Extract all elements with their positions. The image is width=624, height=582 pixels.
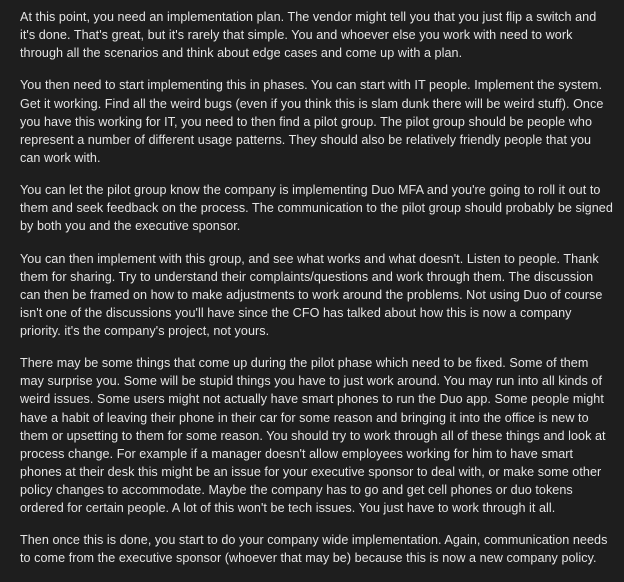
- paragraph-implementation-plan: At this point, you need an implementation plan. The vendor might tell you that you just flip a switch and it's done. That's great, but it's rarely that simple. You and whoever else you work with need to work through all the scenarios and think about edge cases and come up with a plan.: [20, 10, 597, 61]
- article-body: [20, 8, 614, 582]
- paragraph-pilot-feedback: You can then implement with this group, and see what works and what doesn't. Listen to people. Thank them for sharing. Try to understand their complaints/questions and work through them. The discussion can then be framed on how to make adjustments to work around the problems. Not using Duo of course isn't one of the discussions you'll have since the CFO has talked about how this is now a company priority. it's the company's project, not yours.: [20, 251, 603, 338]
- paragraph-pilot-issues: There may be some things that come up during the pilot phase which need to be fixed. Some of them may surprise you. Some will be stupid things you have to just work around. You may run into all kinds of weird issues. Some users might not actually have smart phones to run the Duo app. Some people might have a habit of leaving their phone in their car for some reason and bringing it into the office is new to them or upsetting to them for some reason. You should try to work through all of these things and look at process change. For example if a manager doesn't allow employees working for him to have smart phones at their desk this might be an issue for your executive sponsor to deal with, or make some other policy changes to accommodate. Maybe the company has to go and get cell phones or duo tokens ordered for certain people. A lot of this won't be tech issues. You just have to work through it all.: [20, 356, 606, 515]
- paragraph-company-wide: Then once this is done, you start to do your company wide implementation. Again, communication needs to come from the executive sponsor (whoever that may be) because this is now a new company policy.: [20, 533, 608, 566]
- paragraph-phased-rollout: You then need to start implementing this in phases. You can start with IT people. Implement the system. Get it working. Find all the weird bugs (even if you think this is slam dunk there will be weird stuff). Once you have this working for IT, you need to then find a pilot group. The pilot group should be people who represent a number of different usage patterns. They should also be relatively friendly people that you can work with.: [20, 78, 604, 165]
- paragraph-pilot-communication: You can let the pilot group know the company is implementing Duo MFA and you're going to roll it out to them and seek feedback on the process. The communication to the pilot group should probably be signed by both you and the executive sponsor.: [20, 183, 613, 234]
